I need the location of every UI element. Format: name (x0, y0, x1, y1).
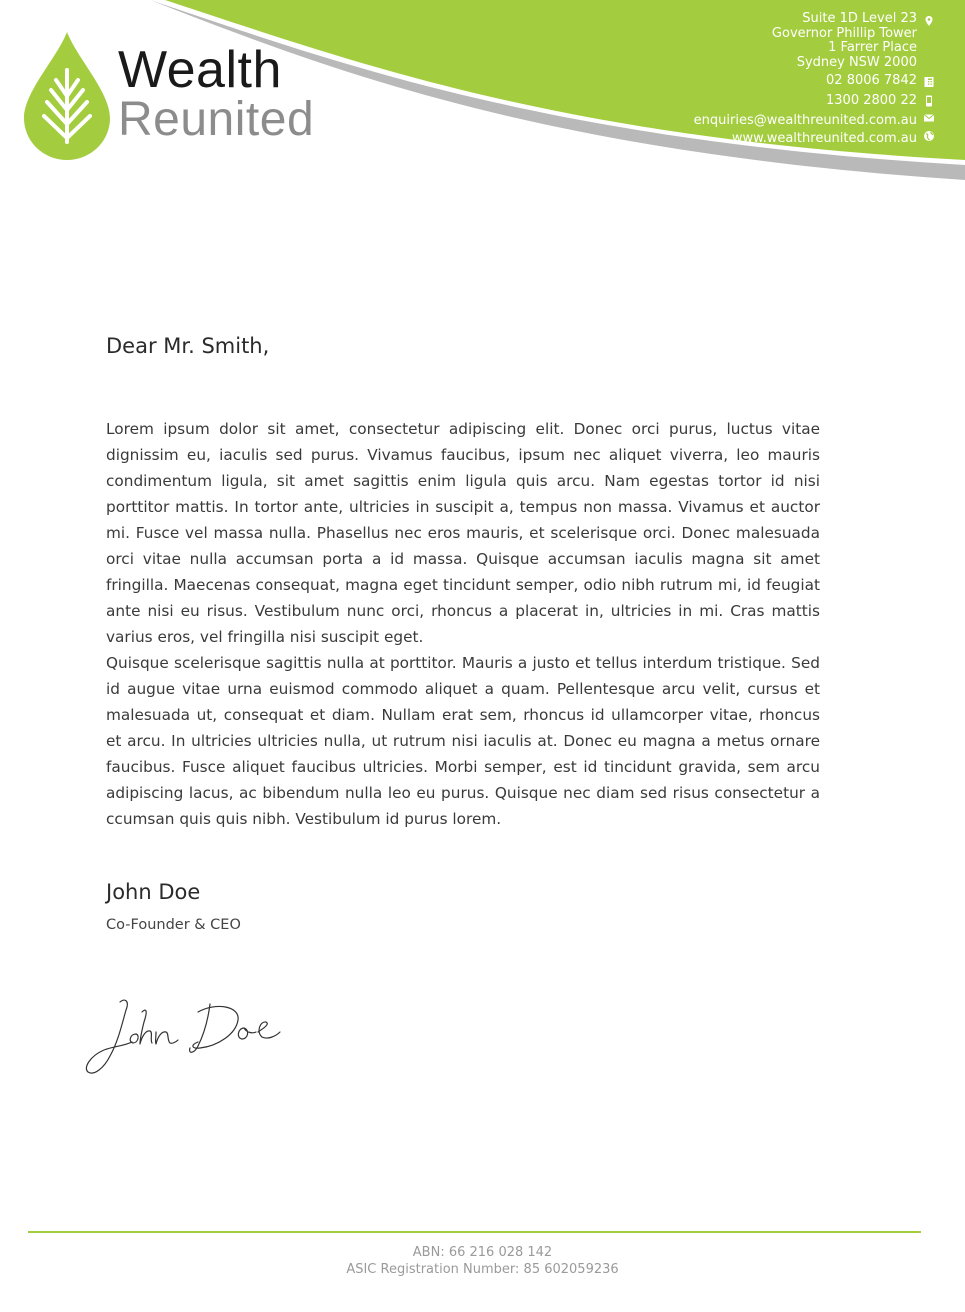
brand-name-line2: Reunited (118, 93, 315, 146)
body-paragraph-2: Quisque scelerisque sagittis nulla at porttitor. Mauris a justo et tellus interdum tristique. Sed id augue vitae urna euismod commodo aliquet a quam. Pellentesque arcu velit, cursus et malesuada ut, consequat et diam. Nullam erat sem, rhoncus id ullamcorper vitae, rhoncus et arcu. In ultricies ultricies nulla, ut rutrum nisi iaculis at. Donec eu magna a metus ornare faucibus. Fusce aliquet faucibus ultricies. Morbi semper, est id tincidunt gravida, sem arcu adipiscing lacus, ac bibendum nulla leo eu purus. Quisque nec diam sed risus consectetur a ccumsan quis quis nibh. Vestibulum id purus lorem. (106, 654, 820, 828)
brand-name-line1: Wealth (118, 41, 282, 99)
email-link[interactable]: enquiries@wealthreunited.com.au (693, 113, 917, 128)
address-line-4: Sydney NSW 2000 (796, 54, 917, 70)
body-paragraph-1: Lorem ipsum dolor sit amet, consectetur adipiscing elit. Donec orci purus, luctus vitae dignissim eu, iaculis sed purus. Vivamus faucibus, ipsum nec aliquet viverra, leo mauris condimentum ligula, sit amet sagittis enim ligula quis arcu. Nam egestas tortor id nisi porttitor mattis. In tortor ante, ultricies in suscipit a, tempus non massa. Vivamus et auctor mi. Fusce vel massa nulla. Phasellus nec eros mauris, et scelerisque orci. Donec malesuada orci vitae nulla accumsan porta a id massa. Quisque accumsan iaculis magna sit amet fringilla. Maecenas consequat, magna eget tincidunt semper, odio nibh rutrum mi, id feugiat ante nisi eu risus. Vestibulum nunc orci, rhoncus a placerat in, ultricies in mi. Cras mattis varius eros, vel fringilla nisi suscipit eget. (106, 420, 820, 646)
website-link[interactable]: www.wealthreunited.com.au (731, 131, 917, 146)
email-icon (923, 112, 935, 124)
location-pin-icon (923, 15, 935, 27)
address-line-1: Suite 1D Level 23 (802, 11, 917, 26)
handwritten-signature (80, 990, 290, 1085)
phone-number[interactable]: 02 8006 7842 (826, 73, 917, 88)
contact-block (694, 12, 935, 148)
signer-name: John Doe (106, 880, 201, 904)
asic-registration: ASIC Registration Number: 85 602059236 (346, 1262, 619, 1277)
address-line-2: Governor Phillip Tower (771, 25, 917, 41)
address-line-3: 1 Farrer Place (828, 40, 917, 55)
mobile-icon (923, 95, 935, 107)
salutation: Dear Mr. Smith, (106, 334, 270, 358)
footer (0, 1244, 965, 1278)
mobile-number[interactable]: 1300 2800 22 (826, 93, 917, 108)
footer-divider (28, 1231, 921, 1233)
phone-icon (923, 76, 935, 88)
abn-number: ABN: 66 216 028 142 (412, 1245, 553, 1260)
leaf-logo-icon (22, 30, 112, 162)
signer-title: Co-Founder & CEO (106, 917, 241, 933)
globe-icon (923, 130, 935, 142)
